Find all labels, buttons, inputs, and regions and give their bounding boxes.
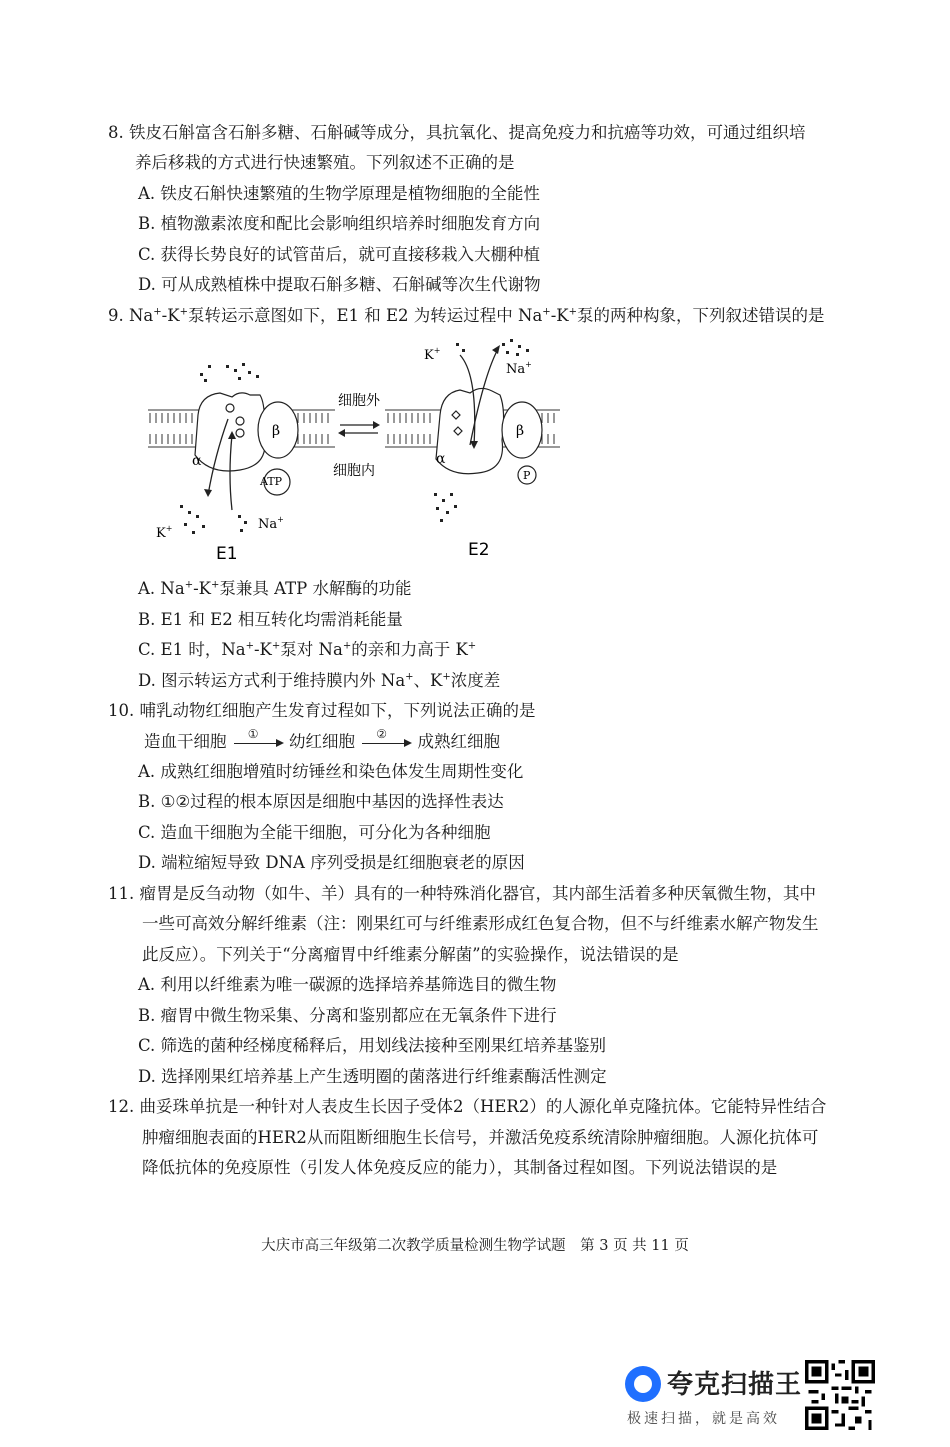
e2-label: E2 (468, 540, 490, 560)
q8-option-b: B. 植物激素浓度和配比会影响组织培养时细胞发育方向 (138, 214, 541, 233)
q10-option-b: B. ①②过程的根本原因是细胞中基因的选择性表达 (138, 792, 504, 811)
q11-stem-line3: 此反应）。下列关于“分离瘤胃中纤维素分解菌”的实验操作，说法错误的是 (142, 945, 679, 964)
e1-beta-label: β (272, 423, 281, 439)
e2-k-label: K+ (424, 346, 441, 363)
q9-option-c: C. E1 时，Na+-K+泵对 Na+的亲和力高于 K+ (138, 640, 477, 659)
qr-code-icon (805, 1360, 875, 1430)
q10-option-d: D. 端粒缩短导致 DNA 序列受损是红细胞衰老的原因 (138, 853, 525, 872)
e1-k-label: K+ (156, 524, 173, 541)
e1-label: E1 (216, 544, 238, 564)
e2-beta-label: β (516, 423, 525, 439)
inside-label: 细胞内 (333, 463, 375, 479)
brand-title: 夸克扫描王 (667, 1370, 803, 1400)
q9-stem: 9. Na+-K+泵转运示意图如下，E1 和 E2 为转运过程中 Na+-K+泵的两种构象，下列叙述错误的是 (108, 306, 825, 325)
conversion-arrows (340, 425, 378, 433)
flow-mature-rbc: 成熟红细胞 (417, 732, 500, 751)
q8-option-d: D. 可从成熟植株中提取石斛多糖、石斛碱等次生代谢物 (138, 275, 541, 294)
q9-option-a: A. Na+-K+泵兼具 ATP 水解酶的功能 (138, 579, 412, 598)
q9-option-d: D. 图示转运方式利于维持膜内外 Na+、K+浓度差 (138, 671, 501, 690)
na-k-pump-diagram (140, 335, 560, 565)
q10-stem: 10. 哺乳动物红细胞产生发育过程如下，下列说法正确的是 (108, 701, 536, 720)
q8-stem-line1: 8. 铁皮石斛富含石斛多糖、石斛碱等成分，具抗氧化、提高免疫力和抗癌等功效，可通过组织培 (108, 123, 806, 142)
q11-stem-line2: 一些可高效分解纤维素（注：刚果红可与纤维素形成红色复合物，但不与纤维素水解产物发生 (142, 914, 819, 933)
p-label: P (523, 469, 531, 482)
flow-arrow-1: ① (232, 731, 284, 753)
outside-label: 细胞外 (338, 393, 380, 409)
q8-option-c: C. 获得长势良好的试管苗后，就可直接移栽入大棚种植 (138, 245, 541, 264)
e2-alpha-label: α (436, 451, 446, 467)
e1-na-label: Na+ (258, 515, 284, 532)
flow-stem-cell: 造血干细胞 (144, 732, 227, 751)
q12-stem-line2: 肿瘤细胞表面的HER2从而阻断细胞生长信号，并激活免疫系统清除肿瘤细胞。人源化抗体可 (142, 1128, 819, 1147)
e2-na-label: Na+ (506, 360, 532, 377)
brand-slogan: 极速扫描，就是高效 (627, 1411, 780, 1427)
q12-stem-line3: 降低抗体的免疫原性（引发人体免疫反应的能力），其制备过程如图。下列说法错误的是 (142, 1158, 778, 1177)
q11-option-d: D. 选择刚果红培养基上产生透明圈的菌落进行纤维素酶活性测定 (138, 1067, 607, 1086)
e1-alpha-label: α (192, 453, 202, 469)
scanner-watermark (625, 1360, 945, 1440)
page-footer: 大庆市高三年级第二次教学质量检测生物学试题 第 3 页 共 11 页 (261, 1238, 689, 1254)
q11-option-a: A. 利用以纤维素为唯一碳源的选择培养基筛选目的微生物 (138, 975, 557, 994)
q12-stem-line1: 12. 曲妥珠单抗是一种针对人表皮生长因子受体2（HER2）的人源化单克隆抗体。它能特异性结合 (108, 1097, 827, 1116)
flow-arrow-2: ② (360, 731, 412, 753)
q8-stem-line2: 养后移栽的方式进行快速繁殖。下列叙述不正确的是 (135, 153, 515, 172)
q8-option-a: A. 铁皮石斛快速繁殖的生物学原理是植物细胞的全能性 (138, 184, 540, 203)
q11-stem-line1: 11. 瘤胃是反刍动物（如牛、羊）具有的一种特殊消化器官，其内部生活着多种厌氧微生物，其中 (108, 884, 816, 903)
q11-option-b: B. 瘤胃中微生物采集、分离和鉴别都应在无氧条件下进行 (138, 1006, 557, 1025)
q10-flow (144, 727, 500, 753)
q9-option-b: B. E1 和 E2 相互转化均需消耗能量 (138, 610, 403, 629)
atp-label: ATP (260, 475, 283, 488)
q11-option-c: C. 筛选的菌种经梯度稀释后，用划线法接种至刚果红培养基鉴别 (138, 1036, 607, 1055)
q10-option-c: C. 造血干细胞为全能干细胞，可分化为各种细胞 (138, 823, 491, 842)
flow-young-rbc: 幼红细胞 (289, 732, 355, 751)
q10-option-a: A. 成熟红细胞增殖时纺锤丝和染色体发生周期性变化 (138, 762, 524, 781)
quark-logo-icon (625, 1366, 661, 1402)
